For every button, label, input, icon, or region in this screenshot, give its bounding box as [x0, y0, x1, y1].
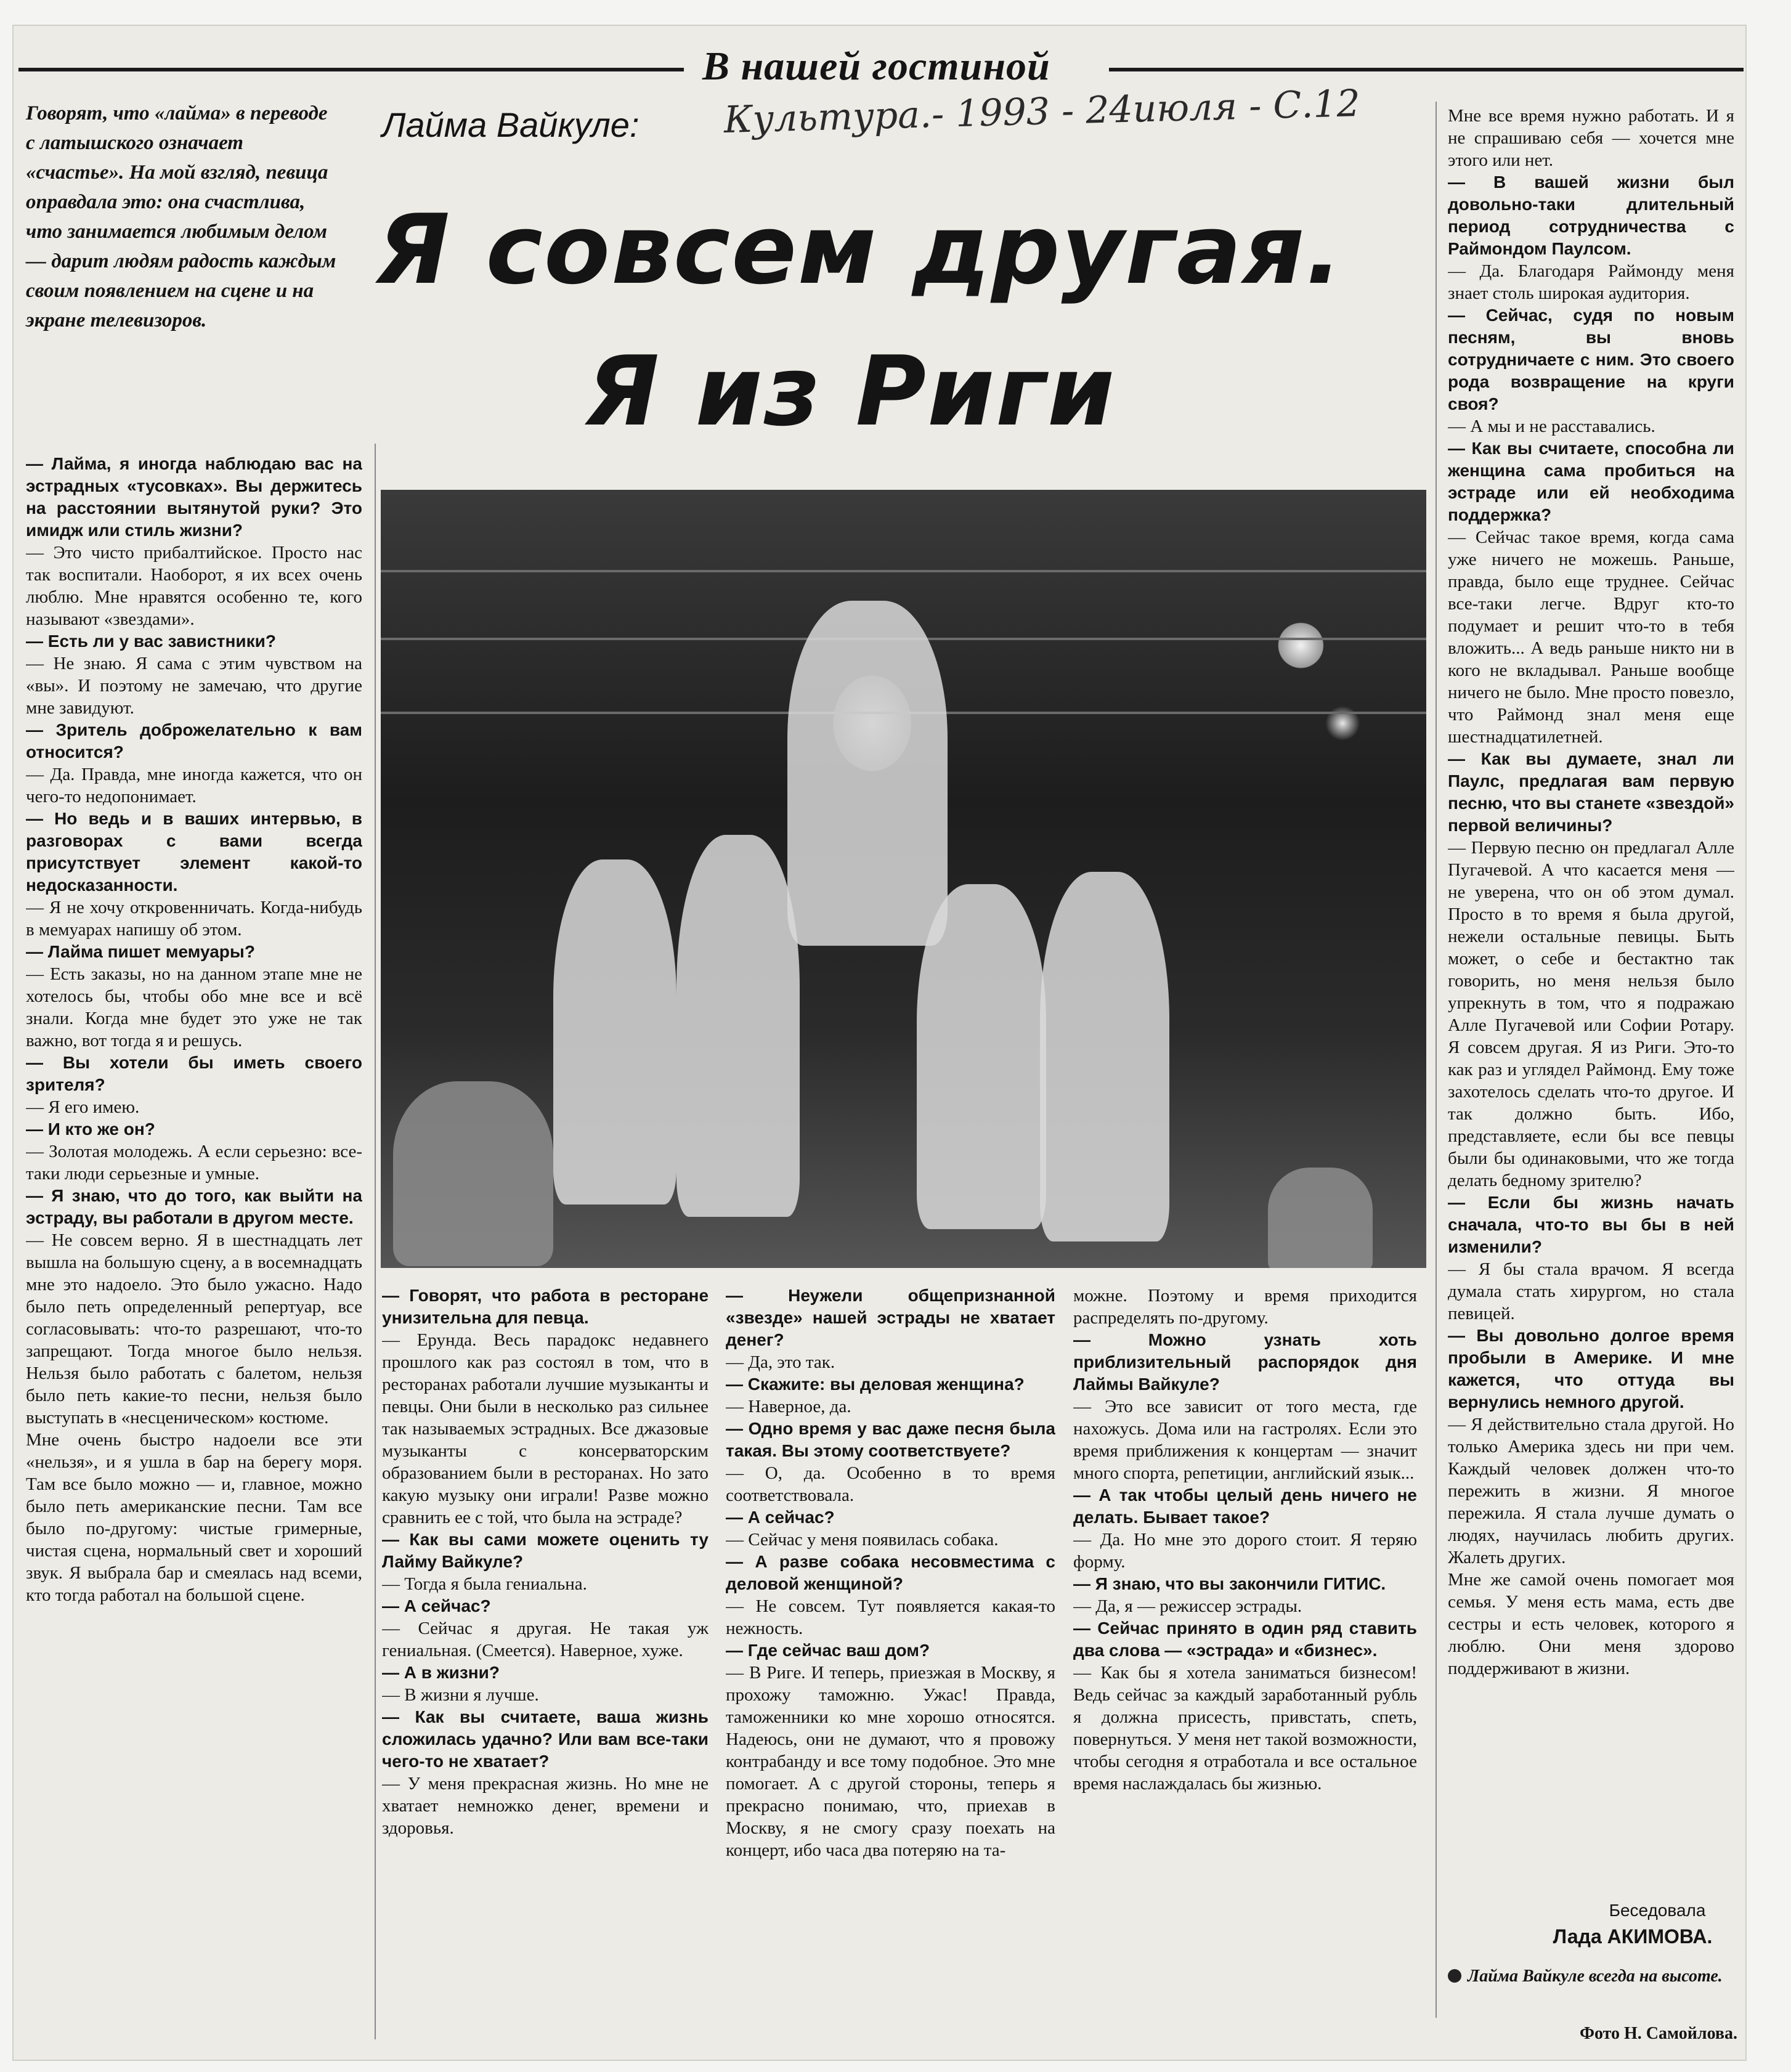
interview-question: — Вы довольно долгое время пробыли в Америке. И мне кажется, что оттуда вы вернулись немного другой.: [1448, 1325, 1734, 1413]
interview-question: — Я знаю, что до того, как выйти на эстраду, вы работали в другом месте.: [26, 1185, 362, 1229]
interview-question: — Зритель доброжелательно к вам относится?: [26, 719, 362, 763]
interview-answer: — Это чисто прибалтийское. Просто нас так воспитали. Наоборот, я их всех очень люблю. Мне нравятся особенно те, кого называют «звездами».: [26, 542, 362, 630]
interview-answer: — Золотая молодежь. А если серьезно: все-таки люди серьезные и умные.: [26, 1140, 362, 1185]
interview-answer: — А мы и не расставались.: [1448, 415, 1734, 437]
interview-answer: — Это все зависит от того места, где нахожусь. Дома или на гастролях. Если это время приближения к концертам — значит много спорта, репетиции, английский язык...: [1073, 1396, 1417, 1484]
interview-answer: — Да. Правда, мне иногда кажется, что он чего-то недопонимает.: [26, 763, 362, 808]
interview-answer: — В жизни я лучше.: [382, 1684, 709, 1706]
stage-rig: [381, 570, 1426, 572]
interview-answer: — Есть заказы, но на данном этапе мне не хотелось бы, чтобы обо мне все и всё знали. Когда мне будет это уже не так важно, вот тогда я и решусь.: [26, 963, 362, 1052]
interviewer-label: Беседовала: [1609, 1901, 1706, 1920]
interview-answer: — В Риге. И теперь, приезжая в Москву, я прохожу таможню. Ужас! Правда, таможенники ко мне хорошо относятся. Надеюсь, они не думают, что я провожу контрабанду и все тому подобное. Это мне помогает. А с другой стороны, теперь я прекрасно понимаю, что, приехав в Москву, я не смогу сразу поехать на концерт, ибо часа два потеряю на та-: [726, 1662, 1055, 1861]
interview-answer: — Тогда я была гениальна.: [382, 1573, 709, 1595]
interview-answer: — Сейчас я другая. Не такая уж гениальная. (Смеется). Наверное, хуже.: [382, 1617, 709, 1662]
interview-question: — Как вы считаете, способна ли женщина сама пробиться на эстраде или ей необходима поддержка?: [1448, 437, 1734, 526]
interview-question: — А так чтобы целый день ничего не делать. Бывает такое?: [1073, 1484, 1417, 1529]
interview-answer: можне. Поэтому и время приходится распределять по-другому.: [1073, 1286, 1417, 1328]
interview-answer: — Я его имею.: [26, 1096, 362, 1118]
interview-answer: — Я действительно стала другой. Но только Америка здесь ни при чем. Каждый человек должен что-то пережить в жизни. Я многое пережила. Я стала лучше думать о людях, научилась любить других. Жалеть других.: [1448, 1413, 1734, 1569]
article-column-4: [1073, 1285, 1417, 2039]
interview-answer: — Я бы стала врачом. Я всегда думала стать хирургом, но стала певицей.: [1448, 1258, 1734, 1325]
article-column-1: [26, 453, 362, 2036]
interview-question: — Говорят, что работа в ресторане унизительна для певца.: [382, 1285, 709, 1329]
column-rule: [1436, 102, 1437, 2018]
interview-question: — Сейчас, судя по новым песням, вы вновь сотрудничаете с ним. Это своего рода возвращение на круги своя?: [1448, 304, 1734, 415]
interview-question: — А сейчас?: [382, 1595, 709, 1617]
interview-question: — Я знаю, что вы закончили ГИТИС.: [1073, 1573, 1417, 1595]
interview-answer: — Наверное, да.: [726, 1396, 1055, 1418]
interview-question: — Сейчас принято в один ряд ставить два слова — «эстрада» и «бизнес».: [1073, 1617, 1417, 1662]
dancer-figure: [917, 884, 1046, 1229]
handwritten-source-note: Культура.- 1993 - 24июля - С.12: [723, 81, 1361, 142]
interview-question: — Как вы думаете, знал ли Паулс, предлагая вам первую песню, что вы станете «звездой» первой величины?: [1448, 748, 1734, 837]
interview-question: — Можно узнать хоть приблизительный распорядок дня Лаймы Вайкуле?: [1073, 1329, 1417, 1396]
interview-question: — Лайма, я иногда наблюдаю вас на эстрадных «тусовках». Вы держитесь на расстоянии вытянутой руки? Это имидж или стиль жизни?: [26, 453, 362, 542]
interview-question: — А в жизни?: [382, 1662, 709, 1684]
article-column-3: [726, 1285, 1055, 2039]
headline-line1: Я совсем другая.: [376, 193, 1344, 306]
interview-question: — Одно время у вас даже песня была такая. Вы этому соответствуете?: [726, 1418, 1055, 1462]
photo-caption-text: Лайма Вайкуле всегда на высоте.: [1468, 1967, 1723, 1986]
interview-question: — И кто же он?: [26, 1118, 362, 1140]
interview-answer: — Я не хочу откровенничать. Когда-нибудь в мемуарах напишу об этом.: [26, 896, 362, 941]
interview-answer: — Как бы я хотела заниматься бизнесом! Ведь сейчас за каждый заработанный рубль я должна присесть, привстать, спеть, повернуться. У меня нет такой возможности, чтобы сегодня я отработала и все остальное время наслаждалась бы жизнью.: [1073, 1662, 1417, 1795]
interview-answer: — Да. Благодаря Раймонду меня знает столь широкая аудитория.: [1448, 260, 1734, 304]
photo-credit: Фото Н. Самойлова.: [1579, 2024, 1737, 2043]
interview-answer: — Первую песню он предлагал Алле Пугачевой. А что касается меня — не уверена, что он об этом думал. Просто в то время я была другой, нежели остальные певицы. Быть может, о себе и бестактно так говорить, но меня нельзя было упрекнуть в том, что я подражаю Алле Пугачевой или Софии Ротару. Я совсем другая. Я из Риги. Это-то как раз и углядел Раймонд. Ему тоже захотелось сделать что-то другое. И так должно быть. Ибо, представляете, если бы все певцы были бы одинаковыми, что же тогда делать бедному зрителю?: [1448, 837, 1734, 1192]
interview-question: — Но ведь и в ваших интервью, в разговорах с вами всегда присутствует элемент какой-то недосказанности.: [26, 808, 362, 896]
photo-caption: [1448, 1965, 1737, 1988]
interview-question: — Скажите: вы деловая женщина?: [726, 1373, 1055, 1396]
interview-question: — Где сейчас ваш дом?: [726, 1639, 1055, 1662]
interview-answer: Мне же самой очень помогает моя семья. У меня есть мама, есть две сестры и есть человек, которого я люблю. Они меня здорово поддерживают в жизни.: [1448, 1570, 1734, 1678]
interview-question: — Как вы сами можете оценить ту Лайму Вайкуле?: [382, 1529, 709, 1573]
interview-answer: — Сейчас такое время, когда сама уже ничего не можешь. Раньше, правда, было еще труднее. Сейчас все-таки легче. Вдруг кто-то подумает и решит что-то в тебя вложить... А ведь раньше никто ни в кого не вкладывал. Раньше вообще ничего не было. Мне просто повезло, что Раймонд знал меня еще шестнадцатилетней.: [1448, 526, 1734, 748]
intro-lead: Говорят, что «лайма» в переводе с латышского означает «счастье». На мой взгляд, певица оправдала это: она счастлива, что занимается любимым делом — дарит людям радость каждым своим появлением на сцене и на экране телевизоров.: [26, 102, 336, 331]
rubric-rule-right: [1109, 68, 1744, 71]
headline-line2: Я из Риги: [585, 335, 1116, 447]
interview-answer: — Сейчас у меня появилась собака.: [726, 1529, 1055, 1551]
singer-figure: [787, 601, 948, 946]
interview-question: — А сейчас?: [726, 1506, 1055, 1529]
interview-answer: — О, да. Особенно в то время соответствовала.: [726, 1462, 1055, 1506]
interviewer-name: Лада АКИМОВА.: [1553, 1925, 1713, 1948]
musician-figure: [1268, 1168, 1373, 1268]
interview-question: — Лайма пишет мемуары?: [26, 941, 362, 963]
interview-question: — А разве собака несовместима с деловой женщиной?: [726, 1551, 1055, 1595]
musician-figure: [393, 1081, 553, 1266]
interview-question: — Если бы жизнь начать сначала, что-то вы бы в ней изменили?: [1448, 1192, 1734, 1258]
interview-answer: — Да, это так.: [726, 1351, 1055, 1373]
interview-answer: — У меня прекрасная жизнь. Но мне не хватает немножко денег, времени и здоровья.: [382, 1773, 709, 1839]
dancer-figure: [676, 835, 800, 1217]
interview-answer: Мне все время нужно работать. И я не спрашиваю себя — хочется мне этого или нет.: [1448, 106, 1734, 170]
article-column-5: [1448, 105, 1734, 1891]
bullet-icon: [1448, 1969, 1461, 1983]
interview-answer: — Да, я — режиссер эстрады.: [1073, 1595, 1417, 1617]
interview-answer: Мне очень быстро надоели все эти «нельзя», и я ушла в бар на берегу моря. Там все было можно — и, главное, можно было петь американские песни. Там все было по-другому: чистые гримерные, чистая сцена, нормальный свет и хороший звук. Я выбрала бар и смеялась над всеми, кто тогда работал на большой сцене.: [26, 1430, 362, 1605]
interview-answer: — Не совсем. Тут появляется какая-то нежность.: [726, 1595, 1055, 1639]
column-rule: [375, 444, 376, 2039]
interview-question: — Вы хотели бы иметь своего зрителя?: [26, 1052, 362, 1096]
interview-answer: — Ерунда. Весь парадокс недавнего прошлого как раз состоял в том, что в ресторанах работали лучшие музыканты и певцы. Они были в несколько раз сильнее так называемых эстрадных. Все джазовые музыканты с консерваторским образованием были в ресторанах. Но зато какую музыку они играли! Разве можно сравнить ее с той, что была на эстраде?: [382, 1329, 709, 1529]
interview-question: — Есть ли у вас завистники?: [26, 630, 362, 652]
dancer-figure: [553, 859, 676, 1205]
interview-answer: — Не знаю. Я сама с этим чувством на «вы». И поэтому не замечаю, что другие мне завидуют.: [26, 652, 362, 719]
interview-question: — Неужели общепризнанной «звезде» нашей эстрады не хватает денег?: [726, 1285, 1055, 1351]
rubric-rule-left: [18, 68, 684, 71]
article-column-2: [382, 1285, 709, 2039]
interview-answer: — Не совсем верно. Я в шестнадцать лет вышла на большую сцену, а в восемнадцать мне это надоело. Это было ужасно. Надо было петь определенный репертуар, все согласовывать: что-то разрешают, что-то запрещают. Тогда многое было нельзя. Нельзя было работать с балетом, нельзя было петь какие-то песни, нельзя было выступать в «несценическом» костюме.: [26, 1229, 362, 1429]
interview-question: — В вашей жизни был довольно-таки длительный период сотрудничества с Раймондом Паулсом.: [1448, 171, 1734, 260]
interview-question: — Как вы считаете, ваша жизнь сложилась удачно? Или вам все-таки чего-то не хватает?: [382, 1706, 709, 1773]
rubric-title: В нашей гостиной: [702, 44, 1050, 89]
dancer-figure: [1040, 872, 1169, 1241]
stage-photo: [381, 490, 1426, 1268]
interview-kicker: Лайма Вайкуле:: [382, 105, 640, 144]
interview-answer: — Да. Но мне это дорого стоит. Я теряю форму.: [1073, 1529, 1417, 1573]
